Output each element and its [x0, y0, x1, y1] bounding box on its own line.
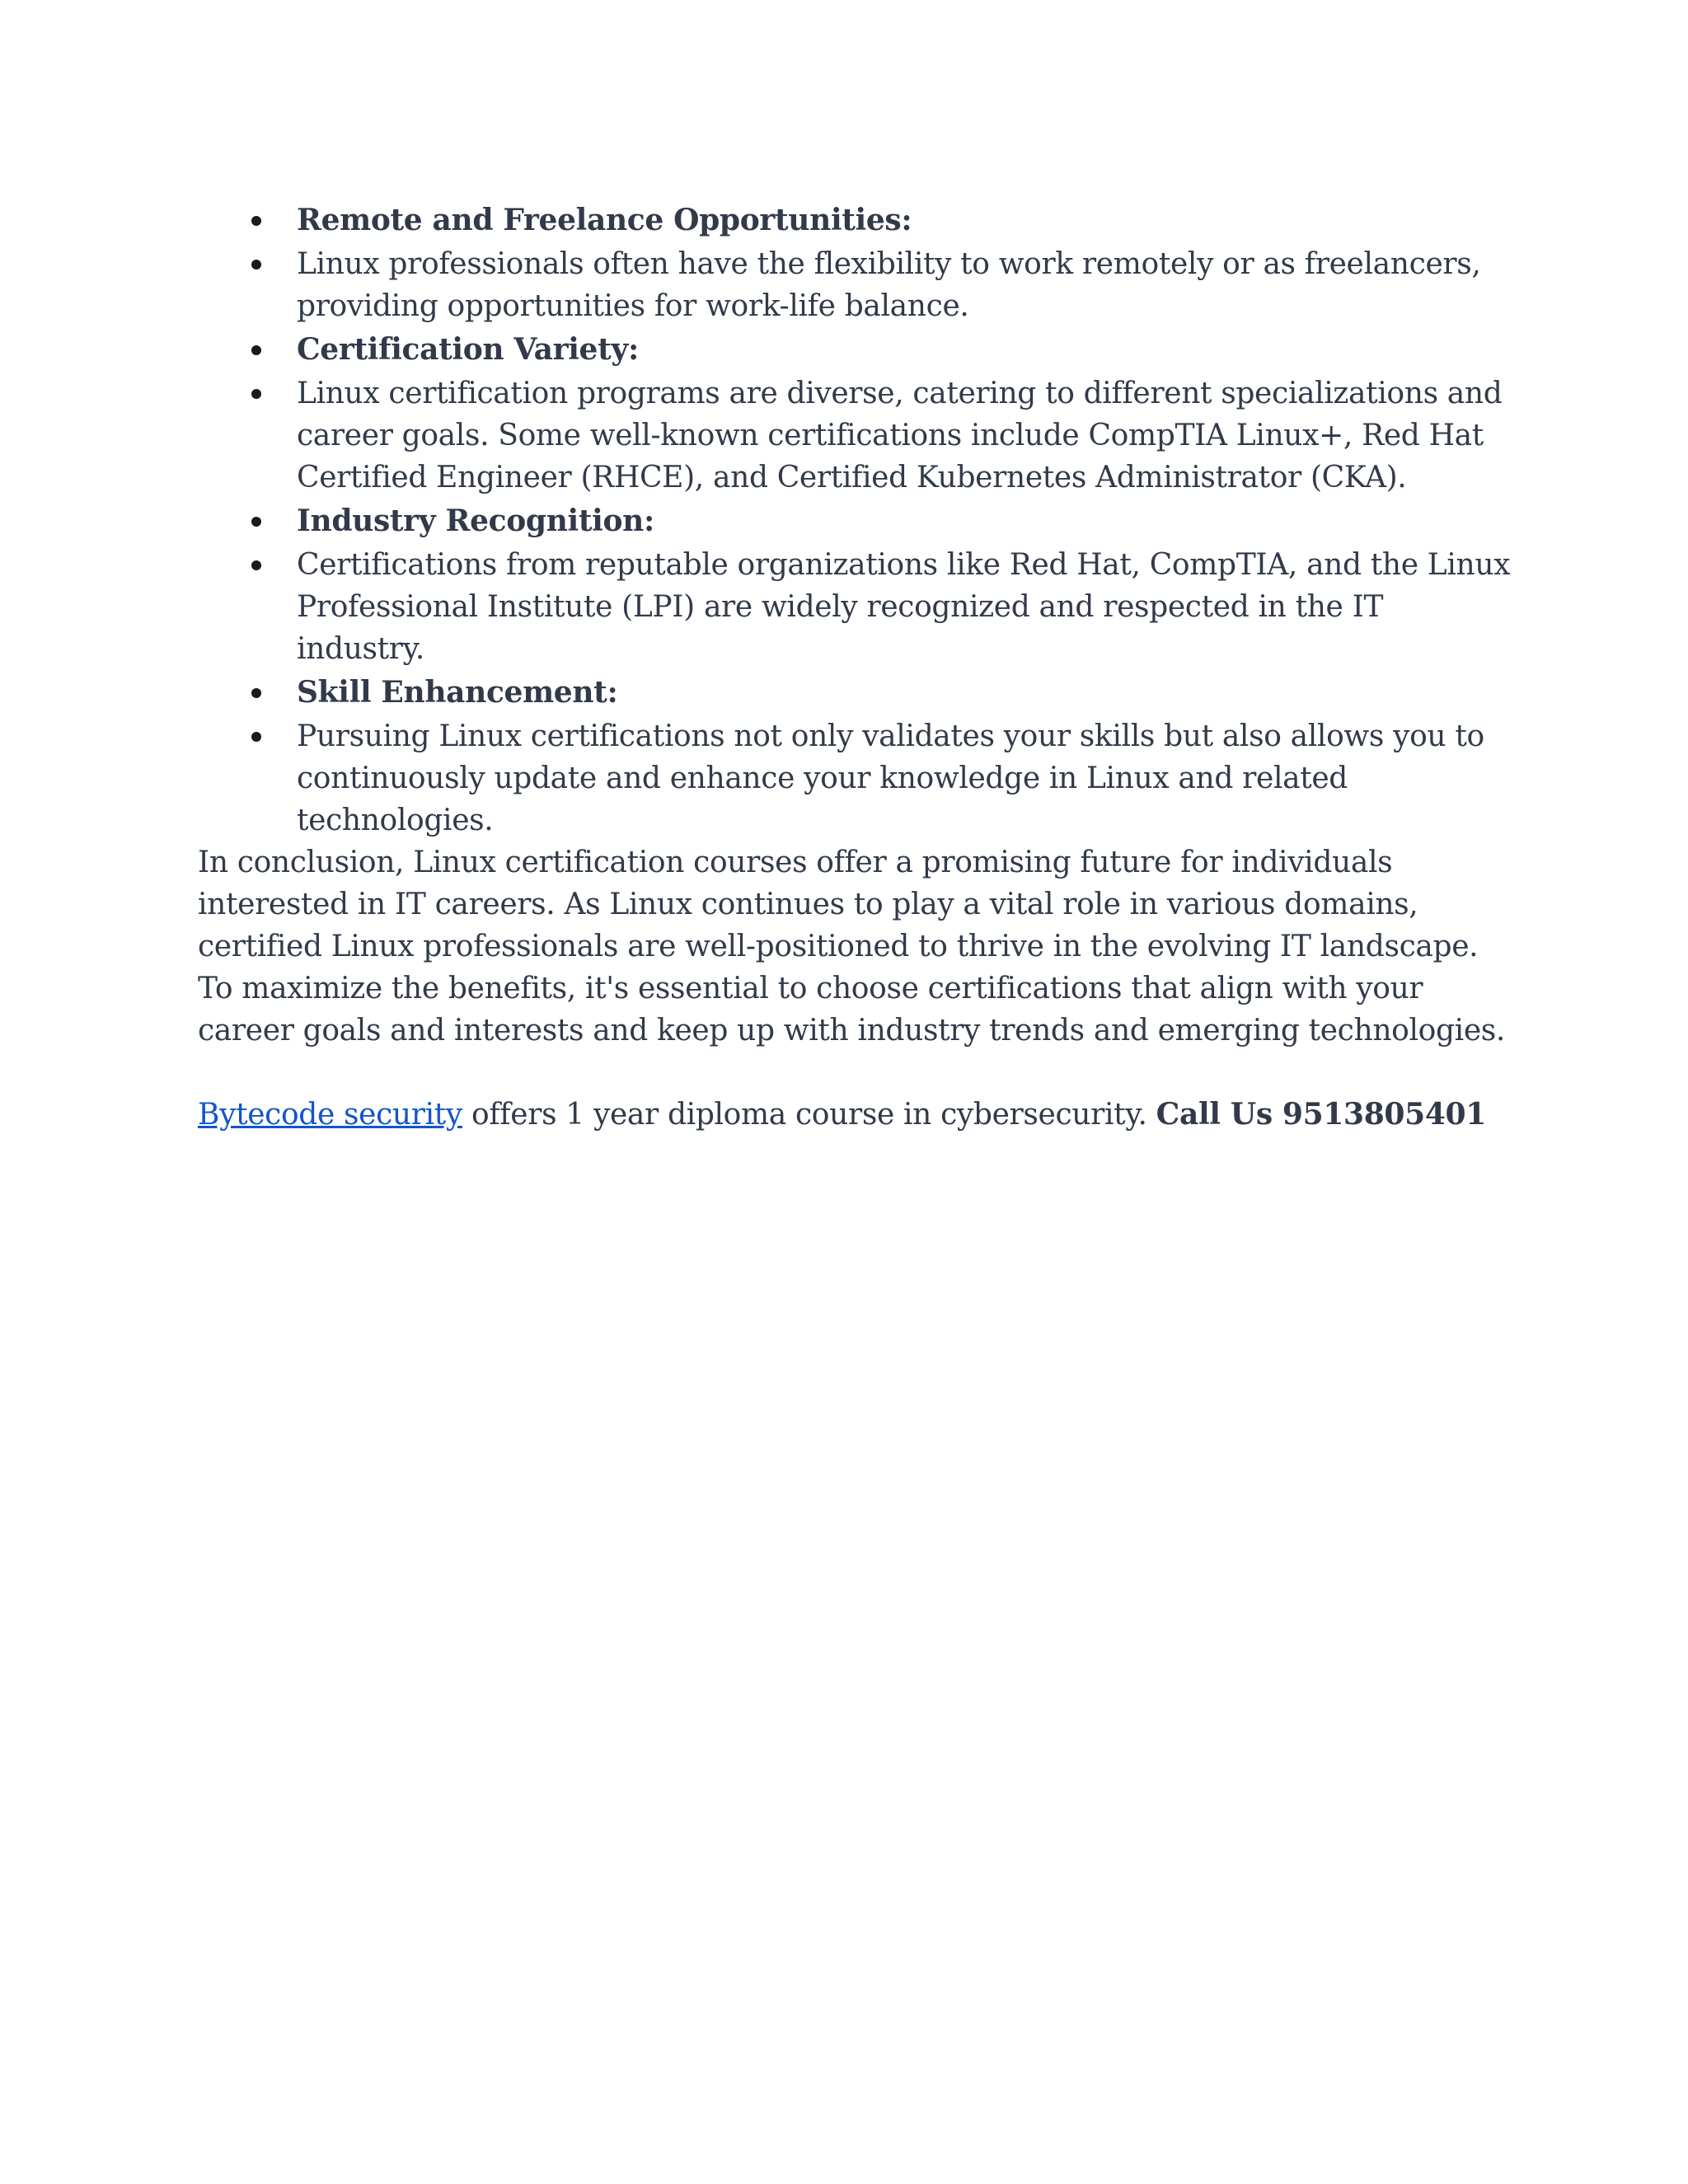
benefits-list	[198, 199, 1517, 841]
list-item-text: Linux certification programs are diverse, catering to different specializations and career goals. Some well-known certifications include CompTIA Linux+, Red Hat Certified Engineer (RHCE), and Certified Kubernetes Administrator (CKA).	[297, 377, 1503, 494]
list-item	[198, 672, 1517, 714]
list-item	[198, 500, 1517, 542]
list-item	[198, 373, 1517, 499]
bullet-icon	[251, 688, 261, 698]
bullet-icon	[251, 517, 261, 527]
list-item	[198, 544, 1517, 670]
list-item	[198, 329, 1517, 371]
list-item	[198, 243, 1517, 327]
cta-text: offers 1 year diploma course in cybersecurity.	[462, 1098, 1156, 1132]
list-item-text: Linux professionals often have the flexibility to work remotely or as freelancers, providing opportunities for work-life balance.	[297, 247, 1481, 323]
list-item-text: Pursuing Linux certifications not only validates your skills but also allows you to continuously update and enhance your knowledge in Linux and related technologies.	[297, 719, 1484, 837]
list-item-text: Skill Enhancement:	[297, 675, 618, 710]
list-item-text: Remote and Freelance Opportunities:	[297, 203, 912, 237]
list-item	[198, 199, 1517, 241]
conclusion-paragraph: In conclusion, Linux certification courses offer a promising future for individuals interested in IT careers. As Linux continues to play a vital role in various domains, certified Linux professionals are well-positioned to thrive in the evolving IT landscape. To maximize the benefits, it's essential to choose certifications that align with your career goals and interests and keep up with industry trends and emerging technologies.	[198, 846, 1505, 1047]
bullet-icon	[251, 732, 261, 742]
bullet-icon	[251, 260, 261, 269]
call-to-action-paragraph	[198, 1094, 1517, 1136]
bullet-icon	[251, 389, 261, 399]
list-item-text: Certification Variety:	[297, 332, 639, 367]
bullet-icon	[251, 345, 261, 355]
bytecode-security-link[interactable]: Bytecode security	[198, 1098, 462, 1132]
list-item-text: Industry Recognition:	[297, 504, 654, 538]
list-item-text: Certifications from reputable organizations like Red Hat, CompTIA, and the Linux Professional Institute (LPI) are widely recognized and respected in the IT industry.	[297, 548, 1511, 666]
document-body	[198, 198, 1517, 1136]
list-item	[198, 715, 1517, 841]
call-us-phone: Call Us 9513805401	[1156, 1097, 1486, 1132]
bullet-icon	[251, 216, 261, 226]
bullet-icon	[251, 560, 261, 570]
